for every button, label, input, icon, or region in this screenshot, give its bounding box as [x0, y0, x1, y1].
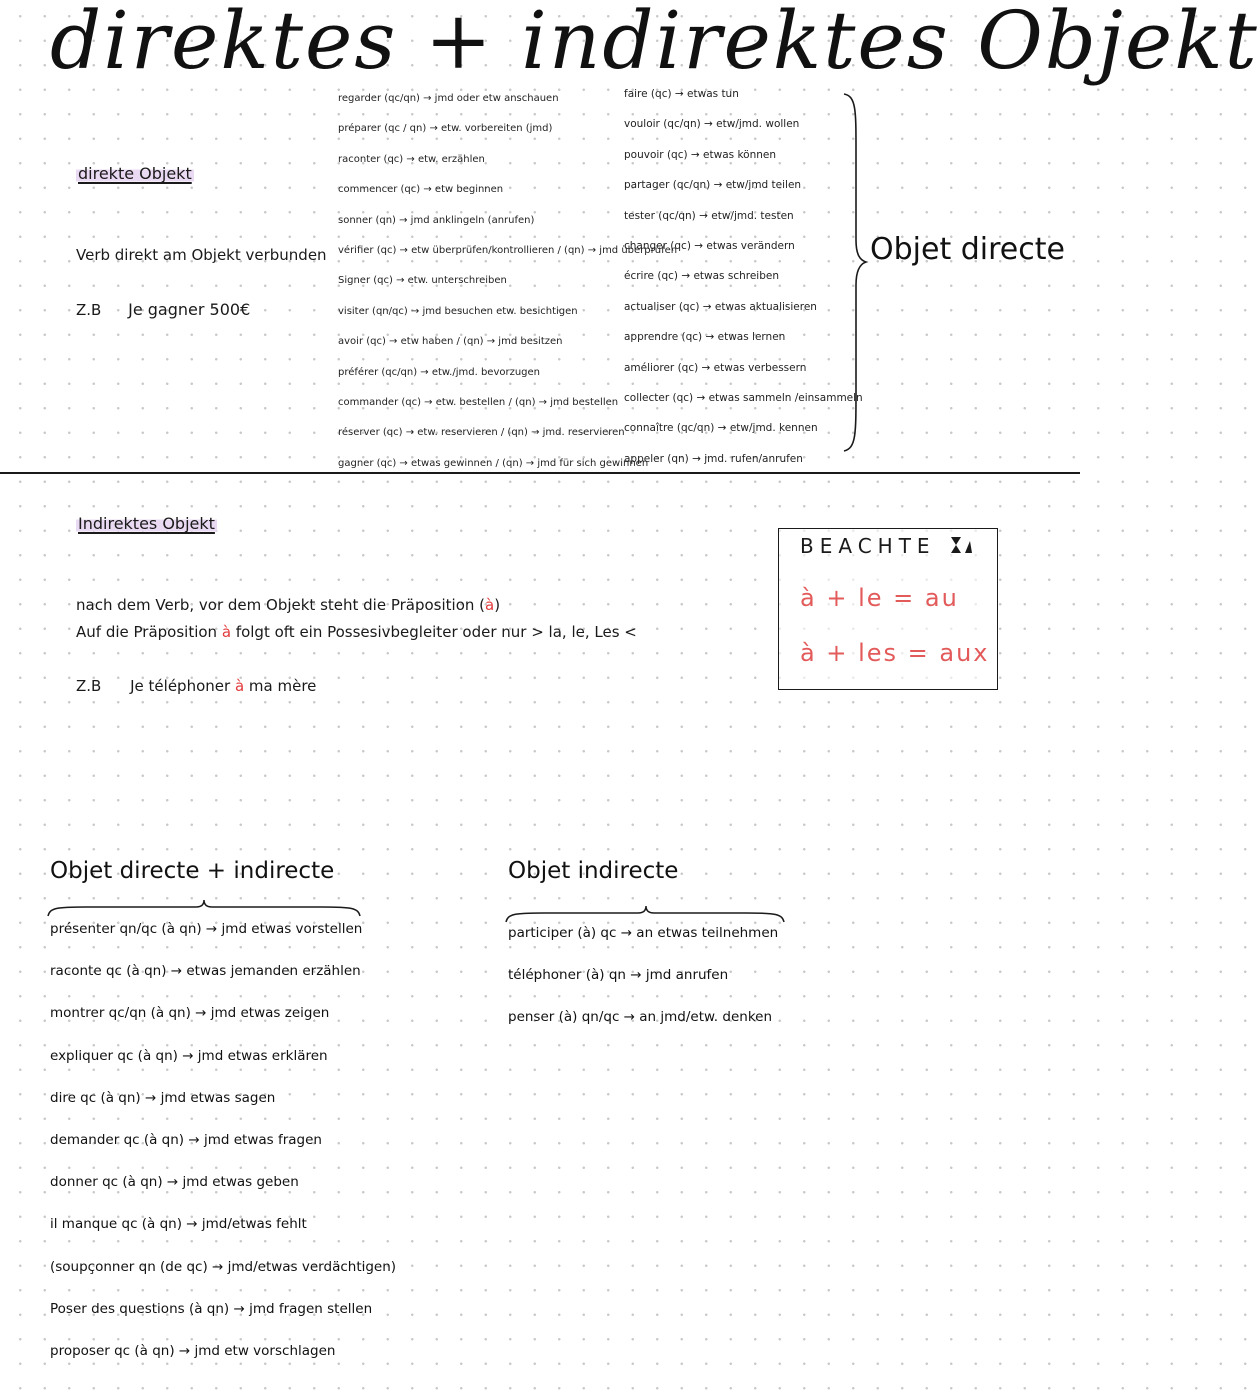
verb-list-item: commander (qc) → etw. bestellen / (qn) → jmd bestellen [338, 397, 619, 408]
verb-list-item: visiter (qn/qc) → jmd besuchen etw. besichtigen [338, 305, 578, 317]
indirect-only-heading: Objet indirecte [508, 858, 679, 884]
list-item: montrer qc/qn (à qn) → jmd etwas zeigen [50, 1005, 330, 1022]
list-item: présenter qn/qc (à qn) → jmd etwas vorstellen [50, 921, 363, 937]
verb-list-item: regarder (qc/qn) → jmd oder etw anschauen [338, 93, 559, 104]
hourglass-icon [948, 535, 974, 555]
list-item: raconte qc (à qn) → etwas jemanden erzählen [50, 963, 361, 980]
verb-list-item: avoir (qc) → etw haben / (qn) → jmd besitzen [338, 336, 563, 348]
verb-list-item: faire (qc) → etwas tun [624, 88, 739, 100]
note-rule-au: à + le = au [800, 584, 959, 612]
page-title: direktes + indirektes Objekt [50, 0, 1259, 87]
list-item: (soupçonner qn (de qc) → jmd/etwas verdächtigen) [50, 1258, 397, 1275]
list-item: téléphoner (à) qn → jmd anrufen [508, 967, 729, 984]
verb-list-item: tester (qc/qn) → etw/jmd. testen [624, 209, 794, 222]
verb-list-item: écrire (qc) → etwas schreiben [624, 270, 780, 283]
list-item: donner qc (à qn) → jmd etwas geben [50, 1174, 299, 1191]
note-rule-aux: à + les = aux [800, 639, 990, 667]
note-title: BEACHTE [800, 534, 974, 558]
direct-indirect-heading: Objet directe + indirecte [50, 858, 335, 884]
verb-list-item: changer (qc) → etwas verändern [624, 240, 795, 252]
indirect-object-heading: Indirektes Objekt [78, 514, 215, 533]
indirect-rule-line-1: nach dem Verb, vor dem Objekt steht die Präposition (à) [76, 596, 501, 614]
verb-list-item: vérifier (qc) → etw überprüfen/kontrollieren / (qn) → jmd überprüfen [338, 245, 678, 256]
verb-list-item: apprendre (qc) → etwas lernen [624, 331, 786, 344]
direct-object-example [76, 300, 250, 319]
verb-list-item: préférer (qc/qn) → etw./jmd. bevorzugen [338, 366, 541, 378]
verb-list-item: actualiser (qc) → etwas aktualisieren [624, 300, 817, 313]
list-item: il manque qc (à qn) → jmd/etwas fehlt [50, 1216, 307, 1233]
verb-list-item: gagner (qc) → etwas gewinnen / (qn) → jmd für sich gewinnen [338, 457, 649, 469]
verb-list-item: vouloir (qc/qn) → etw/jmd. wollen [624, 118, 800, 131]
list-item: demander qc (à qn) → jmd etwas fragen [50, 1132, 322, 1148]
verb-list-item: pouvoir (qc) → etwas können [624, 148, 777, 161]
direct-object-definition: Verb direkt am Objekt verbunden [76, 246, 327, 264]
verb-list-item: Signer (qc) → etw. unterschreiben [338, 275, 507, 287]
indirect-rule-line-2: Auf die Präposition à folgt oft ein Possesivbegleiter oder nur > la, le, Les < [76, 623, 637, 641]
verb-list-item: améliorer (qc) → etwas verbessern [624, 361, 807, 374]
verb-list-item: commencer (qc) → etw beginnen [338, 184, 504, 196]
verb-list-item: réserver (qc) → etw. reservieren / (qn) → jmd. reservieren [338, 427, 625, 439]
verb-list-item: raconter (qc) → etw. erzählen [338, 153, 485, 165]
verb-list-item: préparer (qc / qn) → etw. vorbereiten (jmd) [338, 123, 553, 135]
verb-list-item: partager (qc/qn) → etw/jmd teilen [624, 179, 802, 192]
example-sentence: Je gagner 500€ [128, 300, 251, 319]
verb-list-item: connaître (qc/qn) → etw/jmd. kennen [624, 422, 818, 435]
right-brace-icon [840, 90, 870, 455]
list-item: penser (à) qn/qc → an jmd/etw. denken [508, 1009, 773, 1026]
verb-list-item: collecter (qc) → etwas sammeln /einsammeln [624, 392, 863, 404]
section-divider [0, 472, 1080, 474]
direct-object-heading: direkte Objekt [78, 164, 192, 183]
indirect-example: Z.B Je téléphoner à ma mère [76, 677, 317, 695]
list-item: dire qc (à qn) → jmd etwas sagen [50, 1089, 276, 1106]
list-item: expliquer qc (à qn) → jmd etwas erklären [50, 1047, 328, 1064]
verb-list-item: sonner (qn) → jmd anklingeln (anrufen) [338, 214, 535, 226]
example-prefix: Z.B [76, 301, 102, 319]
brace-icon [504, 904, 786, 926]
list-item: proposer qc (à qn) → jmd etw vorschlagen [50, 1343, 336, 1359]
list-item: participer (à) qc → an etwas teilnehmen [508, 925, 779, 941]
list-item: Poser des questions (à qn) → jmd fragen stellen [50, 1300, 373, 1317]
brace-icon [46, 898, 362, 920]
objet-directe-label: Objet directe [870, 232, 1065, 267]
verb-list-item: appeler (qn) → jmd. rufen/anrufen [624, 452, 803, 465]
